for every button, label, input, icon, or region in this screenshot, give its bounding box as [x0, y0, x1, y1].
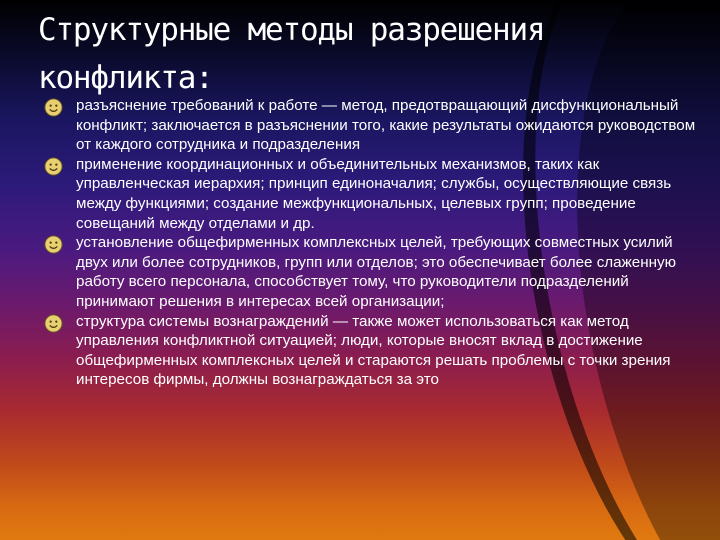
list-item [38, 312, 700, 390]
item-text: , требующих совместных усилий двух или более сотрудников, групп или отделов; это обеспечивает более слаженную работу всего персонала, способствует тому, что руководители подразделений принимают решения в интересах всей организации; [76, 234, 676, 310]
smiley-face-icon [44, 314, 63, 333]
list-item [38, 96, 700, 155]
item-term: установление общефирменных комплексных целей [76, 234, 443, 252]
smiley-face-icon [44, 157, 63, 176]
smiley-face-icon [44, 98, 63, 117]
bullet-list [38, 96, 700, 390]
item-text: — также может использоваться как метод управления конфликтной ситуацией; люди, которые вносят вклад в достижение общефирменных комплексных целей и стараются решать проблемы с точки зрения интересов фирмы, должны вознаграждаться за это [76, 312, 671, 389]
item-term: применение координационных и объединительных механизмов [76, 155, 527, 173]
item-term: разъяснение требований к работе [76, 97, 318, 114]
slide-title: Структурные методы разрешения конфликта: [38, 12, 545, 96]
smiley-face-icon [44, 235, 63, 254]
item-text: , таких как управленческая иерархия; принцип единоначалия; службы, осуществляющие связь между функциями; создание межфункциональных, целевых групп; проведение совещаний между отделами и др. [76, 155, 672, 232]
list-item [38, 155, 700, 233]
item-text: — метод, предотвращающий дисфункциональный конфликт; заключается в разъяснении того, какие результаты ожидаются руководством от каждого сотрудника и подразделения [76, 97, 696, 154]
list-item [38, 233, 700, 311]
item-term: структура системы вознаграждений [76, 312, 329, 330]
